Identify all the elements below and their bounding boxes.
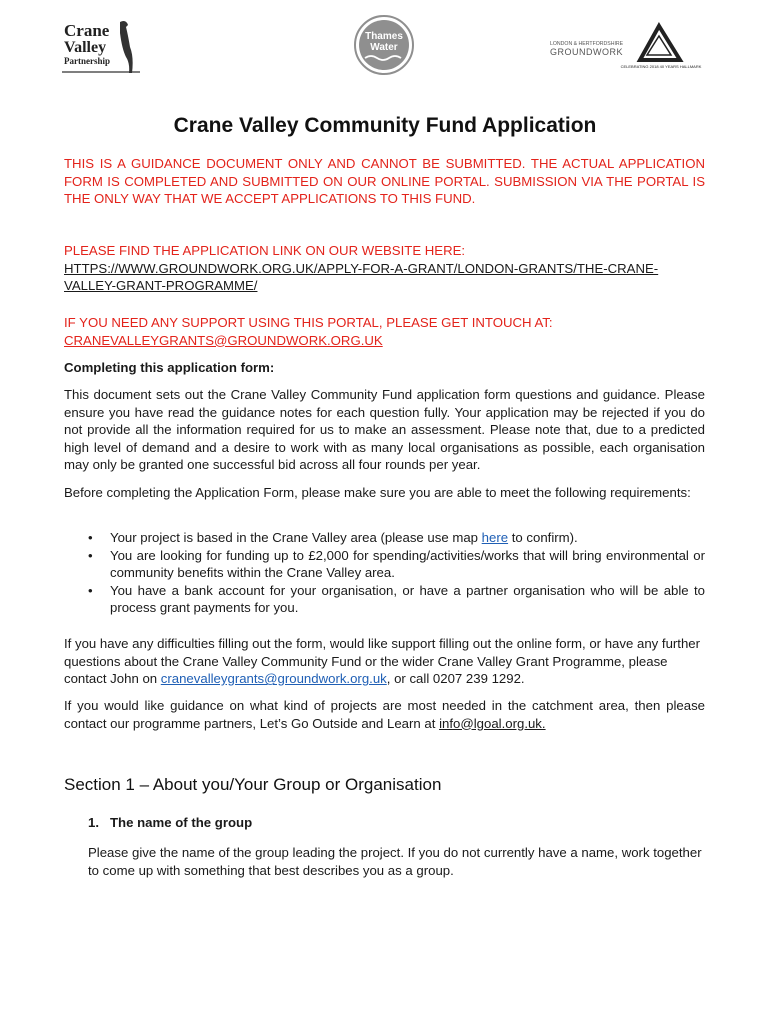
question-1-title: The name of the group bbox=[110, 815, 253, 830]
completing-heading: Completing this application form: bbox=[64, 360, 275, 375]
thames-logo-line1: Thames bbox=[365, 31, 403, 42]
groundwork-triangle-logo bbox=[620, 24, 702, 74]
requirement-2: You are looking for funding up to £2,000 for spending/activities/works that will bring environmental or community benefits within the Crane Valley area. bbox=[110, 547, 705, 581]
groundwork-logo bbox=[550, 38, 624, 60]
triangle-logo-caption: CELEBRATING 2018 40 YEARS HALLMARK bbox=[620, 64, 702, 69]
contact-paragraph bbox=[64, 635, 705, 688]
application-link[interactable]: HTTPS://WWW.GROUNDWORK.ORG.UK/APPLY-FOR-A-GRANT/LONDON-GRANTS/THE-CRANE-VALLEY-GRANT-PROGRAMME/ bbox=[64, 260, 659, 294]
section-1-heading: Section 1 – About you/Your Group or Organisation bbox=[64, 775, 442, 794]
map-link[interactable]: here bbox=[481, 530, 509, 545]
crane-logo-line1: Crane bbox=[64, 21, 110, 40]
question-1-number: 1. bbox=[88, 815, 99, 830]
requirement-item: • You have a bank account for your organisation, or have a partner organisation who will be able to process grant payments for you. bbox=[88, 582, 705, 616]
support-block bbox=[64, 314, 705, 349]
requirement-item: • Your project is based in the Crane Valley area (please use map here to confirm). bbox=[88, 530, 578, 545]
application-link-intro: PLEASE FIND THE APPLICATION LINK ON OUR WEBSITE HERE: bbox=[64, 243, 466, 258]
document-title: Crane Valley Community Fund Application bbox=[173, 114, 597, 137]
crane-logo-line3: Partnership bbox=[64, 56, 110, 66]
requirements-list bbox=[64, 529, 705, 617]
intro-paragraph: This document sets out the Crane Valley Community Fund application form questions and guidance. Please ensure you have read the guidance notes for each question fully. Your application may be rejected if you do not provide all the information required for us to make an assessment. Please note that, due to a predicted high level of demand and a desire to work with as many local organisations as possible, each organisation may only be granted one successful bid across all four rounds per year. bbox=[64, 387, 705, 473]
requirement-3: You have a bank account for your organisation, or have a partner organisation who will be able to process grant payments for you. bbox=[110, 582, 705, 616]
application-link-block bbox=[64, 242, 705, 295]
requirement-item: • You are looking for funding up to £2,000 for spending/activities/works that will bring environmental or community benefits within the Crane Valley area. bbox=[88, 547, 705, 581]
contact-post: , or call 0207 239 1292. bbox=[386, 671, 525, 687]
crane-valley-partnership-logo bbox=[62, 18, 142, 76]
lgoal-email-link[interactable]: info@lgoal.org.uk. bbox=[439, 715, 546, 731]
guidance-pre: If you would like guidance on what kind of projects are most needed in the catchment area, then please contact our programme partners, Let’s Go Outside and Learn at bbox=[64, 698, 705, 731]
guidance-paragraph bbox=[64, 697, 705, 732]
contact-email-link[interactable]: cranevalleygrants@groundwork.org.uk bbox=[160, 671, 387, 687]
thames-water-logo bbox=[353, 14, 415, 76]
requirement-1-post: to confirm). bbox=[508, 530, 578, 545]
thames-logo-line2: Water bbox=[370, 42, 398, 53]
crane-logo-line2: Valley bbox=[64, 39, 107, 56]
contact-pre: If you have any difficulties filling out the form, would like support filling out the online form, or have any further questions about the Crane Valley Community Fund or the wider Crane Valley Grant Programme, please contact John on bbox=[64, 636, 701, 687]
groundwork-logo-line1: LONDON & HERTFORDSHIRE bbox=[550, 41, 624, 47]
logo-bar bbox=[0, 0, 770, 100]
heron-icon bbox=[120, 21, 133, 73]
guidance-warning: THIS IS A GUIDANCE DOCUMENT ONLY AND CANNOT BE SUBMITTED. THE ACTUAL APPLICATION FORM IS COMPLETED AND SUBMITTED ON OUR ONLINE PORTAL. SUBMISSION VIA THE PORTAL IS THE ONLY WAY THAT WE ACCEPT APPLICATIONS TO THIS FUND. bbox=[64, 156, 705, 207]
groundwork-logo-line2: GROUNDWORK bbox=[550, 47, 623, 57]
support-email-link[interactable]: CRANEVALLEYGRANTS@GROUNDWORK.ORG.UK bbox=[64, 332, 383, 348]
requirement-1-pre: Your project is based in the Crane Valley area (please use map bbox=[110, 530, 482, 545]
support-intro: IF YOU NEED ANY SUPPORT USING THIS PORTAL, PLEASE GET INTOUCH AT: bbox=[64, 315, 553, 330]
requirements-intro: Before completing the Application Form, please make sure you are able to meet the following requirements: bbox=[64, 485, 691, 500]
question-1-guidance: Please give the name of the group leading the project. If you do not currently have a name, work together to come up with something that best describes you as a group. bbox=[88, 845, 702, 878]
question-1-heading bbox=[88, 814, 705, 832]
